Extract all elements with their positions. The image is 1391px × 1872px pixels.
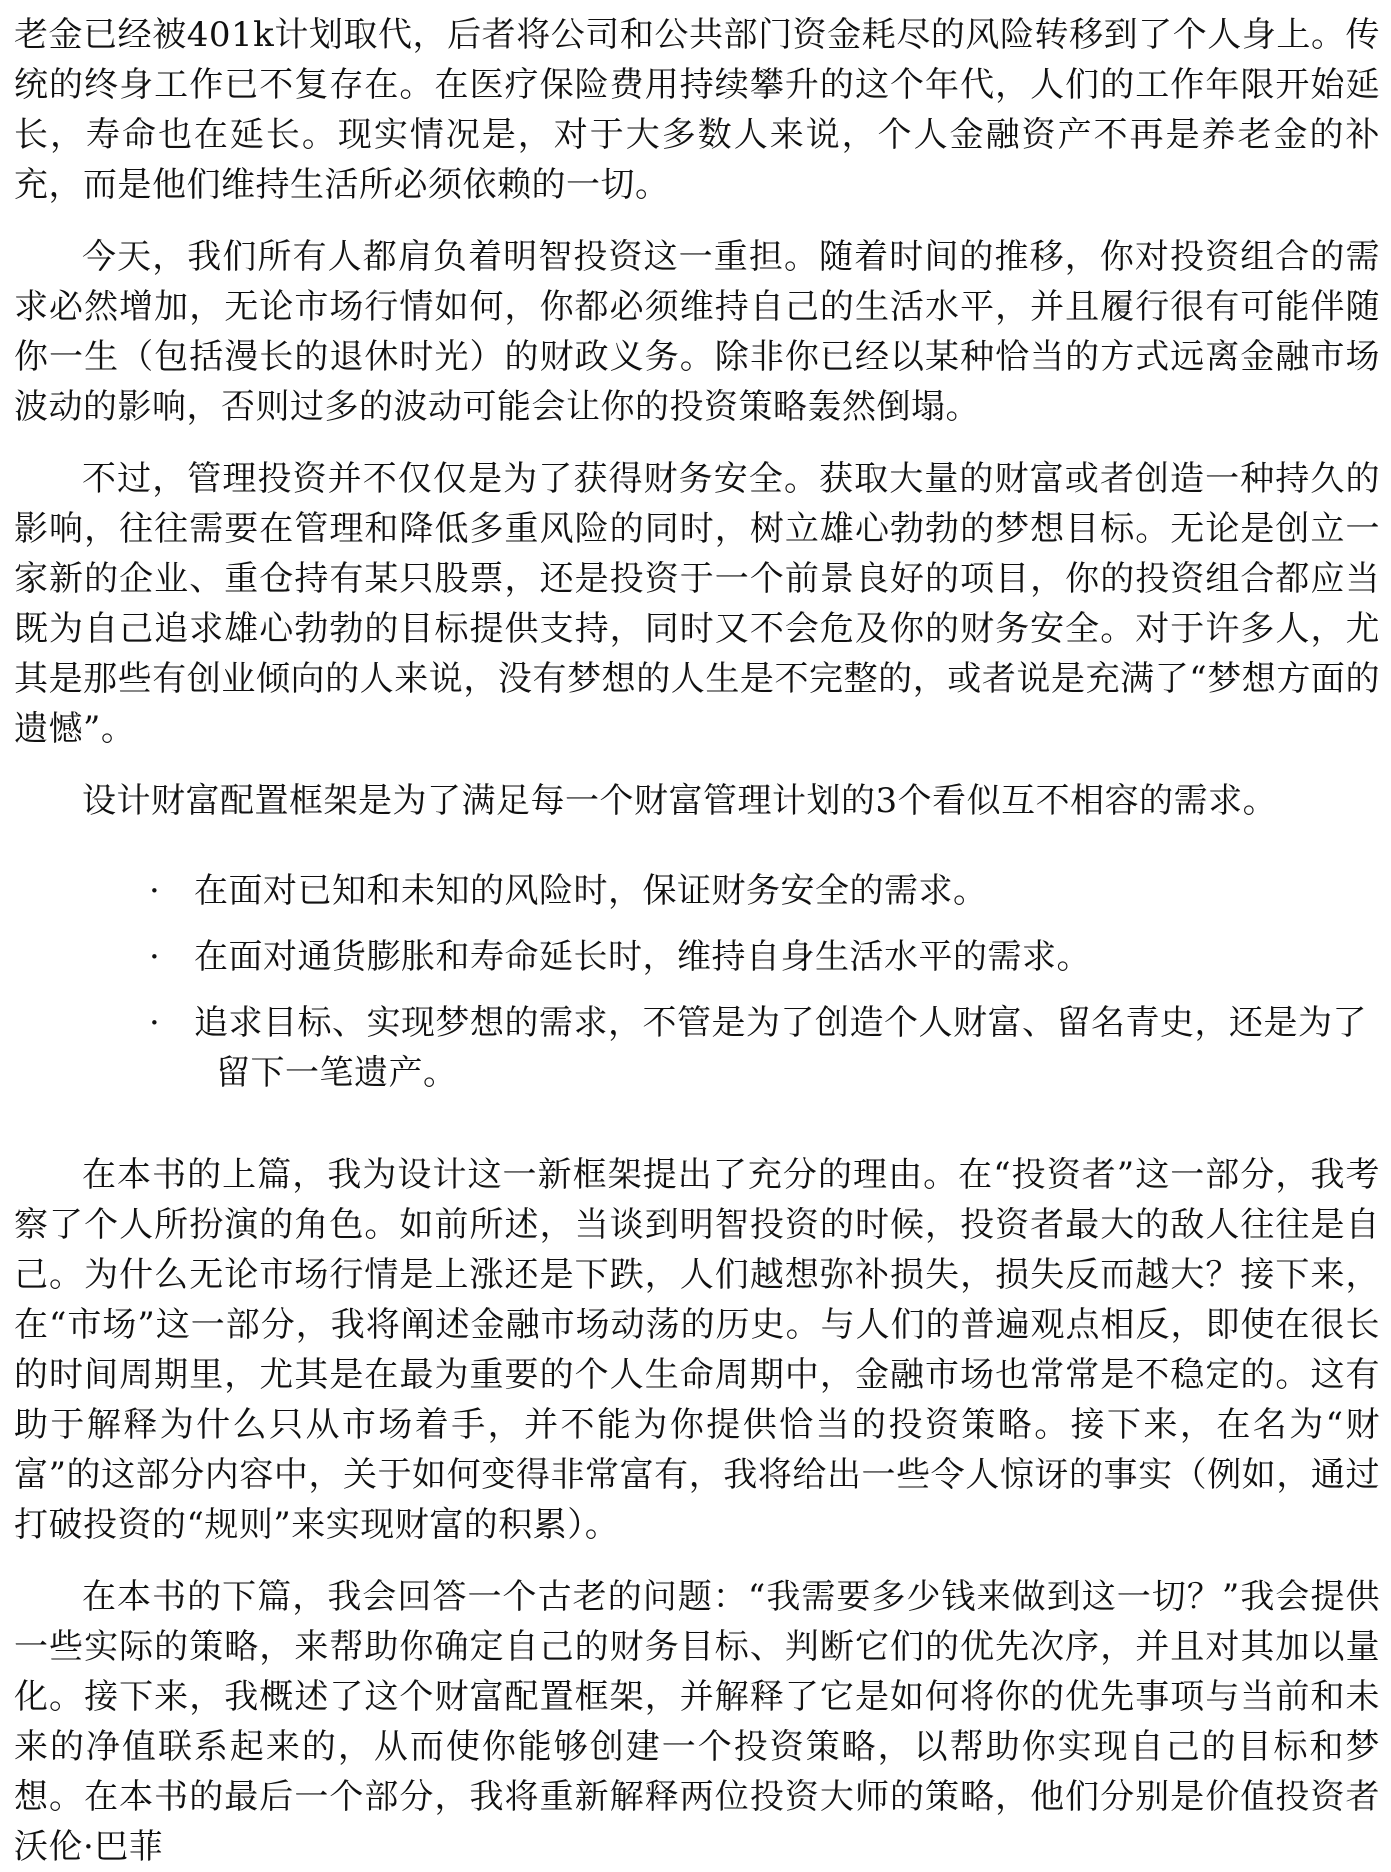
paragraph-3: 不过，管理投资并不仅仅是为了获得财务安全。获取大量的财富或者创造一种持久的影响，往往需要在管理和降低多重风险的同时，树立雄心勃勃的梦想目标。无论是创立一家新的企业、重仓持有某只股票，还是投资于一个前景良好的项目，你的投资组合都应当既为自己追求雄心勃勃的目标提供支持，同时又不会危及你的财务安全。对于许多人，尤其是那些有创业倾向的人来说，没有梦想的人生是不完整的，或者说是充满了“梦想方面的遗憾”。 [14,459,1380,749]
list-item [14,998,1380,1098]
list-item [14,932,1380,982]
needs-list [14,866,1380,1098]
document-page [14,0,1380,1872]
paragraph-4: 设计财富配置框架是为了满足每一个财富管理计划的3个看似互不相容的需求。 [82,781,1278,821]
list-item-text-continued: 留下一笔遗产。 [216,1053,458,1093]
bullet-marker: · [149,937,161,977]
bullet-marker: · [149,871,161,911]
paragraph-2: 今天，我们所有人都肩负着明智投资这一重担。随着时间的推移，你对投资组合的需求必然增加，无论市场行情如何，你都必须维持自己的生活水平，并且履行很有可能伴随你一生（包括漫长的退休时光）的财政义务。除非你已经以某种恰当的方式远离金融市场波动的影响，否则过多的波动可能会让你的投资策略轰然倒塌。 [14,237,1380,427]
list-item [14,866,1380,916]
paragraph-5: 在本书的上篇，我为设计这一新框架提出了充分的理由。在“投资者”这一部分，我考察了个人所扮演的角色。如前所述，当谈到明智投资的时候，投资者最大的敌人往往是自己。为什么无论市场行情是上涨还是下跌，人们越想弥补损失，损失反而越大？接下来，在“市场”这一部分，我将阐述金融市场动荡的历史。与人们的普遍观点相反，即使在很长的时间周期里，尤其是在最为重要的个人生命周期中，金融市场也常常是不稳定的。这有助于解释为什么只从市场着手，并不能为你提供恰当的投资策略。接下来，在名为“财富”的这部分内容中，关于如何变得非常富有，我将给出一些令人惊讶的事实（例如，通过打破投资的“规则”来实现财富的积累）。 [14,1155,1380,1545]
paragraph-6: 在本书的下篇，我会回答一个古老的问题：“我需要多少钱来做到这一切？”我会提供一些实际的策略，来帮助你确定自己的财务目标、判断它们的优先次序，并且对其加以量化。接下来，我概述了这个财富配置框架，并解释了它是如何将你的优先事项与当前和未来的净值联系起来的，从而使你能够创建一个投资策略，以帮助你实现自己的目标和梦想。在本书的最后一个部分，我将重新解释两位投资大师的策略，他们分别是价值投资者沃伦·巴菲 [14,1577,1380,1867]
list-item-text: 在面对已知和未知的风险时，保证财务安全的需求。 [194,871,988,911]
paragraph-1: 老金已经被401k计划取代，后者将公司和公共部门资金耗尽的风险转移到了个人身上。传统的终身工作已不复存在。在医疗保险费用持续攀升的这个年代，人们的工作年限开始延长，寿命也在延长。现实情况是，对于大多数人来说，个人金融资产不再是养老金的补充，而是他们维持生活所必须依赖的一切。 [14,15,1380,205]
bullet-marker: · [149,1003,161,1043]
list-item-text: 在面对通货膨胀和寿命延长时，维持自身生活水平的需求。 [194,937,1091,977]
list-item-text: 追求目标、实现梦想的需求，不管是为了创造个人财富、留名青史，还是为了 [194,1003,1367,1043]
